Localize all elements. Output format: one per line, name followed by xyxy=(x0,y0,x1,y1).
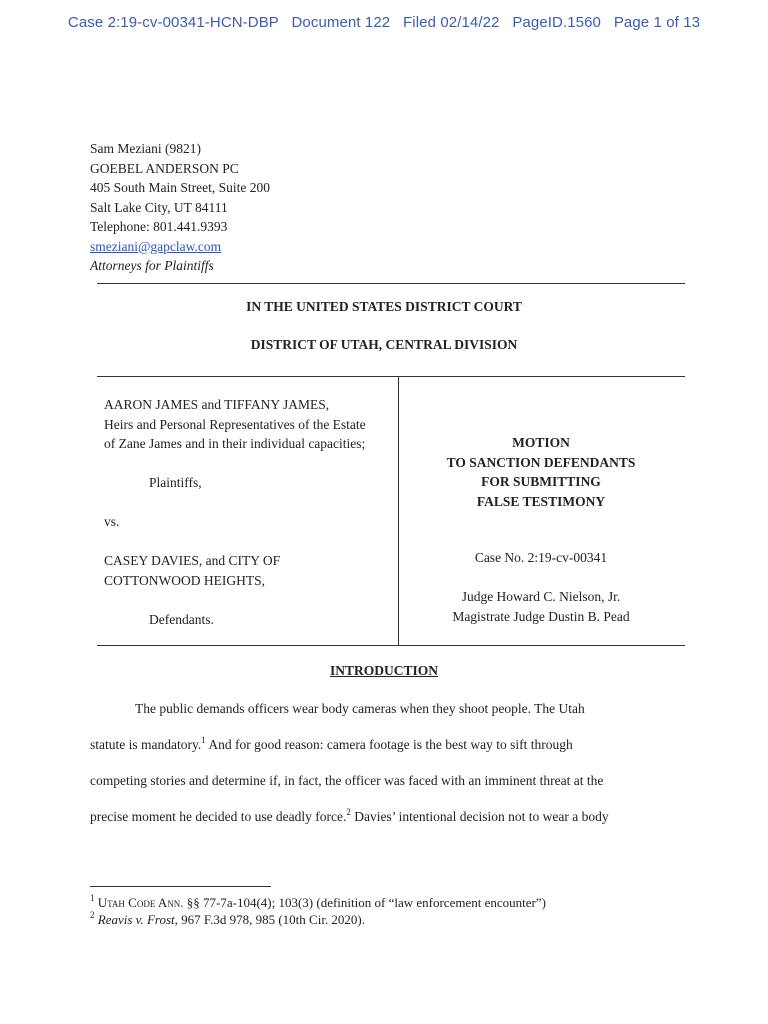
judge: Judge Howard C. Nielson, Jr. xyxy=(461,589,621,604)
telephone: Telephone: 801.441.9393 xyxy=(90,219,228,234)
motion-title-line: TO SANCTION DEFENDANTS xyxy=(446,454,636,470)
case-info xyxy=(400,548,682,626)
introduction-body xyxy=(90,691,690,835)
address-line-2: Salt Lake City, UT 84111 xyxy=(90,199,228,215)
court-division: DISTRICT OF UTAH, CENTRAL DIVISION xyxy=(250,337,518,352)
ecf-header xyxy=(0,14,768,31)
plaintiffs-label: Plaintiffs, xyxy=(149,475,202,490)
page-count: Page 1 of 13 xyxy=(613,14,701,31)
caption-divider xyxy=(398,376,399,646)
address-line-1: 405 South Main Street, Suite 200 xyxy=(90,180,270,195)
divider xyxy=(97,283,685,284)
body-line: precise moment he decided to use deadly force.$^2$ Davies’ intentional decision not to wear a body xyxy=(90,807,609,824)
footnote-ref-2[interactable]: 2 xyxy=(346,807,351,817)
defendants-label: Defendants. xyxy=(149,611,214,627)
body-line: The public demands officers wear body cameras when they shoot people. The Utah xyxy=(135,701,585,716)
footnote-separator xyxy=(90,886,271,887)
court-name: IN THE UNITED STATES DISTRICT COURT xyxy=(246,299,522,314)
caption-parties xyxy=(104,395,394,629)
footnote-2: $^2$ Reavis v. Frost, 967 F.3d 978, 985 (10th Cir. 2020). xyxy=(90,910,366,927)
motion-title xyxy=(400,433,682,511)
motion-title-line: FALSE TESTIMONY xyxy=(476,493,606,509)
plaintiffs-names: AARON JAMES and TIFFANY JAMES, xyxy=(104,397,330,412)
document-number: Document 122 xyxy=(291,14,391,31)
motion-title-line: MOTION xyxy=(512,435,570,450)
defendants-names-1: CASEY DAVIES, and CITY OF xyxy=(104,553,281,568)
case-number: Case 2:19-cv-00341-HCN-DBP xyxy=(67,14,279,31)
caption-bottom-rule xyxy=(97,645,685,646)
magistrate-judge: Magistrate Judge Dustin B. Pead xyxy=(452,608,630,624)
email-link[interactable]: smeziani@gapclaw.com xyxy=(90,238,222,254)
case-number-caption: Case No. 2:19-cv-00341 xyxy=(474,550,608,565)
footnotes xyxy=(90,894,546,928)
firm-name: GOEBEL ANDERSON PC xyxy=(90,160,239,176)
body-line: competing stories and determine if, in fact, the officer was faced with an imminent threat at the xyxy=(90,773,604,788)
attorney-role: Attorneys for Plaintiffs xyxy=(90,258,214,273)
attorney-block xyxy=(90,139,270,276)
defendants-names-2: COTTONWOOD HEIGHTS, xyxy=(104,572,265,588)
caption-top-rule xyxy=(97,376,685,377)
page-id: PageID.1560 xyxy=(512,14,601,31)
plaintiffs-desc-1: Heirs and Personal Representatives of the Estate xyxy=(104,416,366,432)
attorney-name: Sam Meziani (9821) xyxy=(90,141,201,156)
footnote-ref-1[interactable]: 1 xyxy=(201,735,206,745)
plaintiffs-desc-2: of Zane James and in their individual capacities; xyxy=(104,436,366,451)
section-heading-introduction: INTRODUCTION xyxy=(329,663,438,678)
versus: vs. xyxy=(104,514,120,529)
footnote-1: $^1$ Utah Code Ann. §§ 77-7a-104(4); 103(3) (definition of “law enforcement encounter”) xyxy=(90,893,546,910)
motion-title-line: FOR SUBMITTING xyxy=(481,474,601,489)
filed-date: Filed 02/14/22 xyxy=(403,14,500,31)
body-line: statute is mandatory.$^1$ And for good reason: camera footage is the best way to sift through xyxy=(90,735,573,752)
